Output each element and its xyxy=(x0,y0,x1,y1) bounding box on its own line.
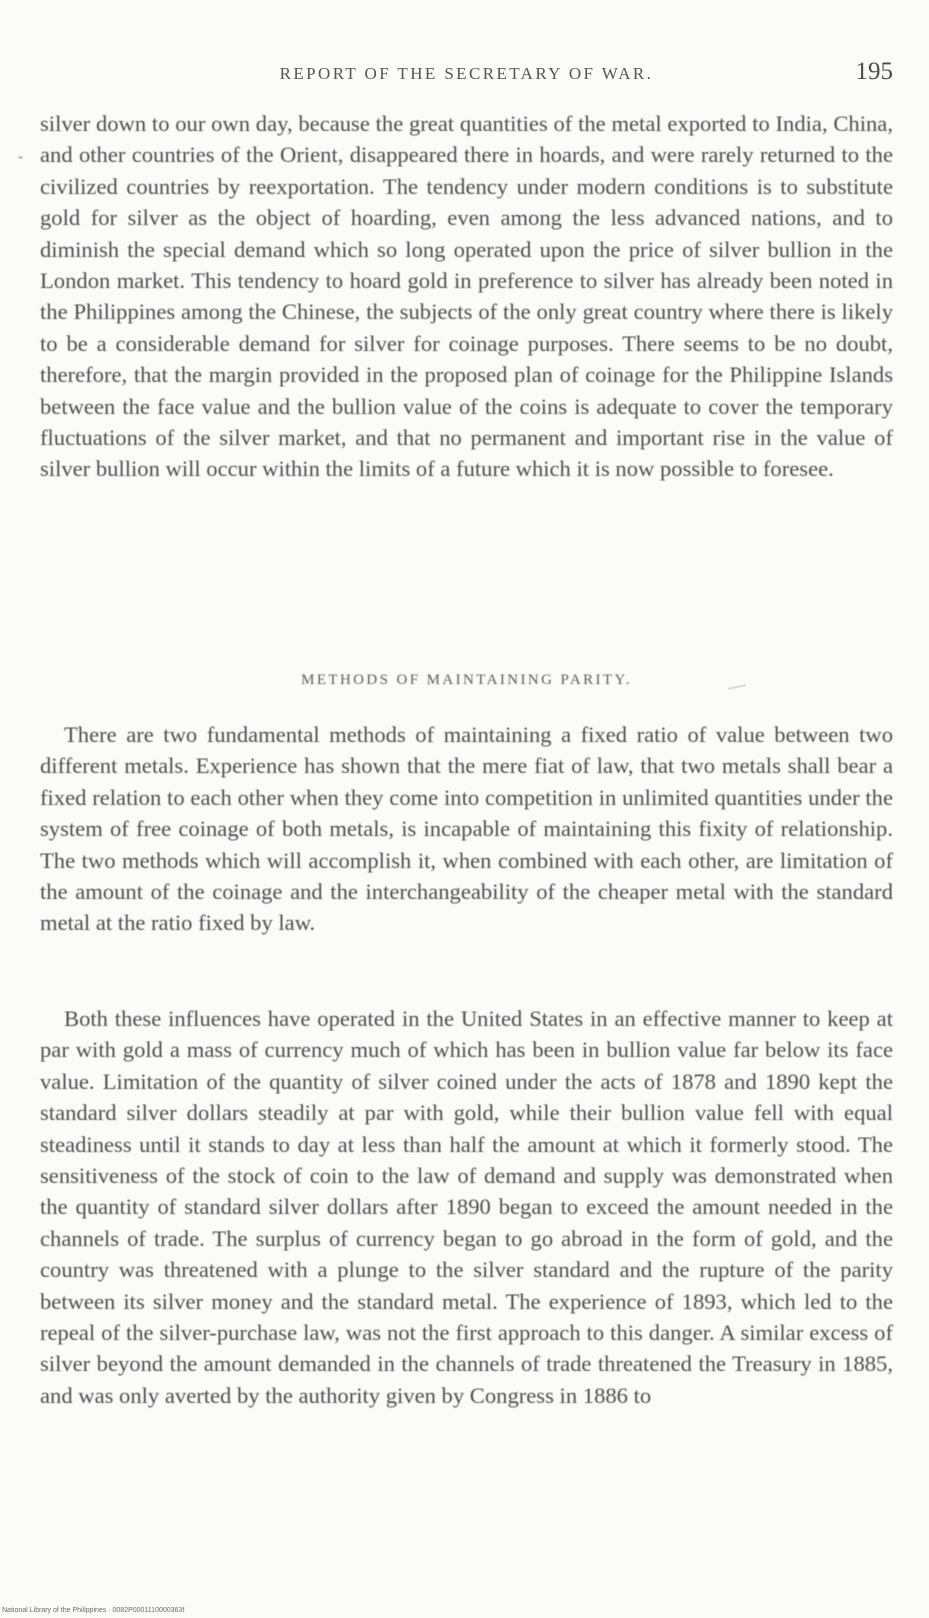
running-title: REPORT OF THE SECRETARY OF WAR. xyxy=(279,64,654,83)
margin-speck xyxy=(18,156,23,159)
page-number: 195 xyxy=(855,58,893,85)
section-heading: METHODS OF MAINTAINING PARITY. xyxy=(301,672,632,688)
body-paragraph-continued: silver down to our own day, because the great quantities of the metal exported to India, China, and other countries of the Orient, disappeared there in hoards, and were rarely returned to the civilized countries by reexportation. The tendency under modern conditions is to substitute gold for silver as the object of hoarding, even among the less advanced nations, and to diminish the special demand which so long operated upon the price of silver bullion in the London market. This tendency to hoard gold in preference to silver has already been noted in the Philippines among the Chinese, the subjects of the only great country where there is likely to be a considerable demand for silver for coinage purposes. There seems to be no doubt, therefore, that the margin provided in the proposed plan of coinage for the Philippine Islands between the face value and the bullion value of the coins is adequate to cover the temporary fluctuations of the silver market, and that no permanent and important rise in the value of silver bullion will occur within the limits of a future which it is now possible to foresee. xyxy=(40,111,893,482)
body-paragraph-methods: There are two fundamental methods of maintaining a fixed ratio of value between two different metals. Experience has shown that the mere fiat of law, that two metals shall bear a fixed relation to each other when they come into competition in unlimited quantities under the system of free coinage of both metals, is incapable of maintaining this fixity of relationship. The two methods which will accomplish it, when combined with each other, are limitation of the amount of the coinage and the interchangeability of the cheaper metal with the standard metal at the ratio fixed by law. xyxy=(40,722,893,936)
running-head xyxy=(40,58,893,88)
footer-credit: National Library of the Philippines · 0082P0001110000363f xyxy=(2,1607,185,1614)
body-paragraph-influences: Both these influences have operated in the United States in an effective manner to keep at par with gold a mass of currency much of which has been in bullion value far below its face value. Limitation of the quantity of silver coined under the acts of 1878 and 1890 kept the standard silver dollars steadily at par with gold, while their bullion value fell with equal steadiness until it stands to day at less than half the amount at which it formerly stood. The sensitiveness of the stock of coin to the law of demand and supply was demonstrated when the quantity of standard silver dollars after 1890 began to exceed the amount needed in the channels of trade. The surplus of currency began to go abroad in the form of gold, and the country was threatened with a plunge to the silver standard and the rupture of the parity between its silver money and the standard metal. The experience of 1893, which led to the repeal of the silver-purchase law, was not the first approach to this danger. A similar excess of silver beyond the amount demanded in the channels of trade threatened the Treasury in 1885, and was only averted by the authority given by Congress in 1886 to xyxy=(40,1006,893,1408)
